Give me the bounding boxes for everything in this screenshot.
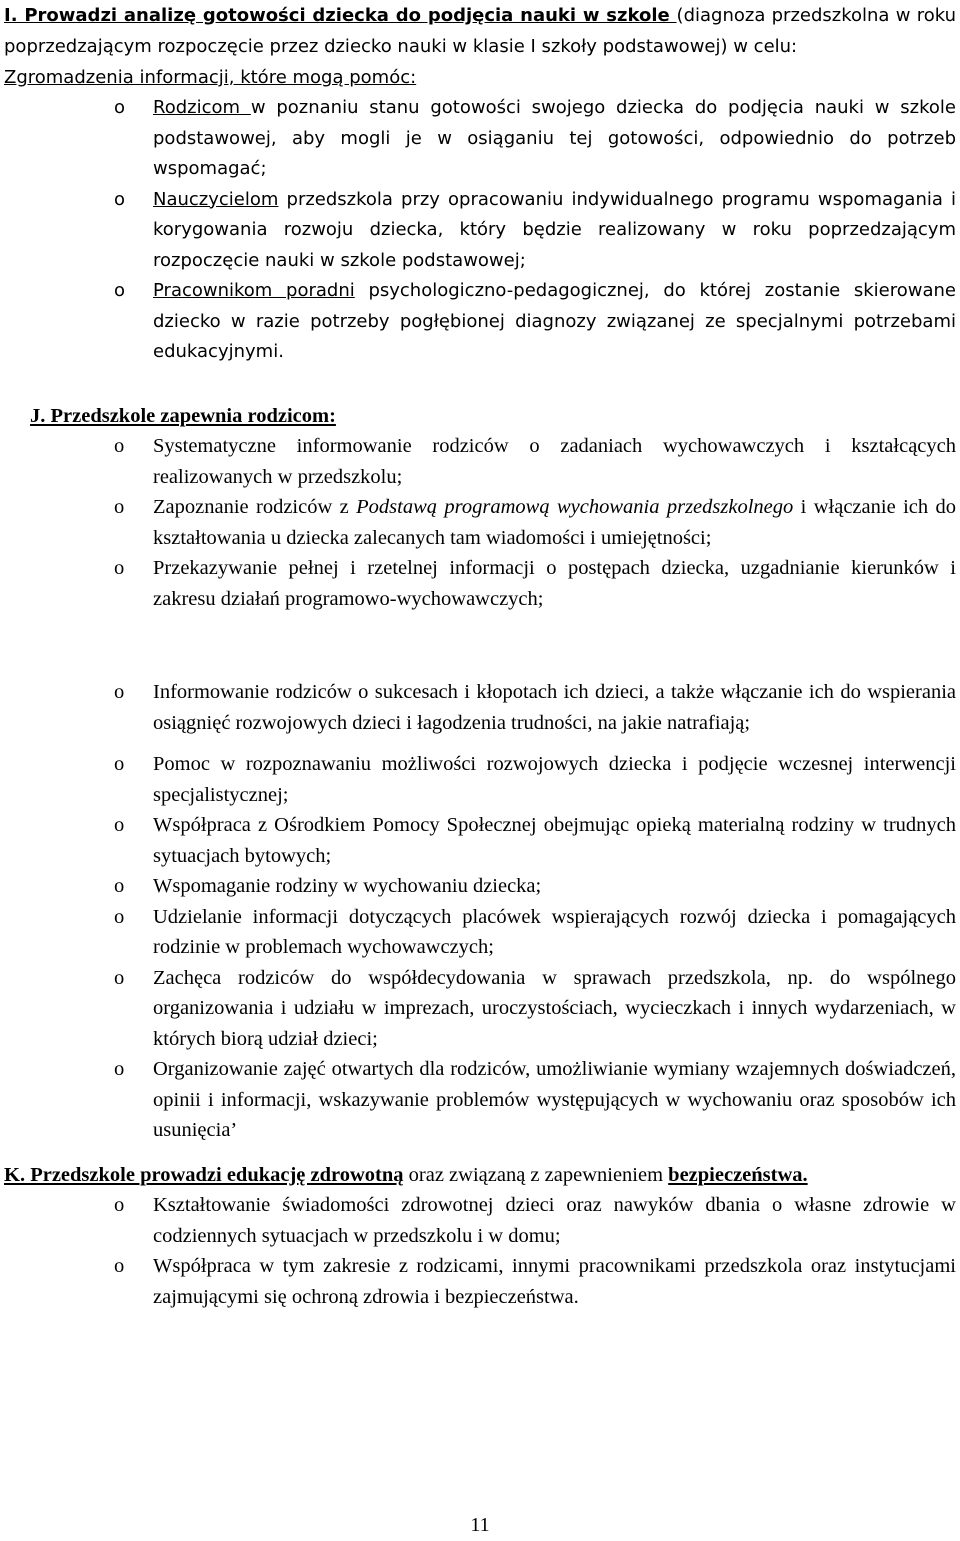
section-i-subheading: Zgromadzenia informacji, które mogą pomóc: — [4, 67, 417, 88]
list-item — [4, 1251, 956, 1312]
list-item — [4, 749, 956, 810]
section-i-heading-rest: (diagnoza przedszkolna w roku poprzedzającym rozpoczęcie przez dziecko nauki w klasie I szkoły podstawowej) w celu: — [4, 5, 957, 57]
item-pre: Zapoznanie rodziców z — [153, 496, 357, 518]
bullet: o — [114, 496, 125, 518]
section-k-list — [4, 1190, 956, 1312]
item-italic: Podstawą programową wychowania przedszkolnego — [356, 496, 794, 518]
list-item — [4, 276, 956, 368]
section-j-list-b — [4, 677, 956, 1146]
bullet: o — [114, 753, 125, 775]
list-item — [4, 431, 956, 492]
section-j-title-text: J. Przedszkole zapewnia rodzicom: — [30, 404, 336, 427]
item-text: Udzielanie informacji dotyczących placówek wspierających rozwój dziecka i pomagających rodzinie w problemach wychowawczych; — [153, 905, 956, 958]
section-j-list-a — [4, 431, 956, 614]
section-j-title — [4, 401, 956, 432]
bullet: o — [114, 1194, 125, 1216]
item-text: Organizowanie zajęć otwartych dla rodziców, umożliwianie wymiany wzajemnych doświadczeń, opinii i informacji, wskazywanie problemów występujących w wychowaniu oraz sposobów ich usunięcia’ — [153, 1058, 956, 1141]
section-k-title-bold: K. Przedszkole prowadzi edukację zdrowotną — [4, 1163, 404, 1186]
section-i-intro — [4, 0, 956, 62]
item-text: przedszkola przy opracowaniu indywidualnego programu wspomagania i korygowania rozwoju dziecka, który będzie realizowany w roku poprzedzającym rozpoczęcie nauki w szkole podstawowej; — [153, 188, 956, 271]
item-text: Współpraca z Ośrodkiem Pomocy Społecznej obejmując opieką materialną rodziny w trudnych sytuacjach bytowych; — [153, 814, 956, 867]
section-i-heading: I. Prowadzi analizę gotowości dziecka do podjęcia nauki w szkole — [4, 5, 677, 26]
section-k-title — [4, 1160, 956, 1191]
list-item — [4, 1054, 956, 1146]
bullet: o — [114, 188, 126, 210]
bullet: o — [114, 1058, 125, 1080]
list-item — [4, 810, 956, 871]
item-text: Informowanie rodziców o sukcesach i kłopotach ich dzieci, a także włączanie ich do wspierania osiągnięć rozwojowych dzieci i łagodzenia trudności, na jakie natrafiają; — [153, 681, 956, 734]
item-lead: Pracownikom poradni — [153, 280, 355, 301]
list-item — [4, 963, 956, 1055]
bullet: o — [114, 875, 125, 897]
bullet: o — [114, 681, 125, 703]
item-text: Zachęca rodziców do współdecydowania w sprawach przedszkola, np. do wspólnego organizowania i udziału w imprezach, uroczystościach, wycieczkach i innych wydarzeniach, w których biorą udział dzieci; — [153, 966, 956, 1050]
item-text: Wspomaganie rodziny w wychowaniu dziecka; — [153, 875, 542, 897]
item-text: Współpraca w tym zakresie z rodzicami, innymi pracownikami przedszkola oraz instytucjami zajmującymi się ochroną zdrowia i bezpieczeństwa. — [153, 1255, 956, 1308]
section-k-title-bold2: bezpieczeństwa. — [668, 1163, 808, 1186]
bullet: o — [114, 966, 125, 989]
item-text: Pomoc w rozpoznawaniu możliwości rozwojowych dziecka i podjęcie wczesnej interwencji specjalistycznej; — [153, 753, 956, 806]
list-item — [4, 492, 956, 553]
list-item — [4, 553, 956, 614]
item-lead: Nauczycielom — [153, 188, 279, 210]
bullet: o — [114, 557, 125, 579]
item-post: i włączanie ich do kształtowania u dziecka zalecanych tam wiadomości i umiejętności; — [153, 496, 956, 549]
bullet: o — [114, 905, 125, 928]
list-item — [4, 871, 956, 902]
bullet: o — [114, 280, 126, 301]
item-text: Systematyczne informowanie rodziców o zadaniach wychowawczych i kształcących realizowanych w przedszkolu; — [153, 435, 956, 488]
section-i-list — [4, 93, 956, 368]
item-lead: Rodzicom — [153, 97, 251, 118]
bullet: o — [114, 814, 125, 836]
list-item — [4, 185, 956, 277]
bullet: o — [114, 97, 126, 118]
document-page — [4, 0, 956, 1312]
page-number: 11 — [470, 1514, 490, 1536]
list-item — [4, 902, 956, 963]
bullet: o — [114, 1255, 125, 1277]
item-text: psychologiczno-pedagogicznej, do której zostanie skierowane dziecko w razie potrzeby pogłębionej diagnozy związanej ze specjalnymi potrzebami edukacyjnymi. — [153, 280, 956, 362]
list-item — [4, 93, 956, 185]
item-text: Przekazywanie pełnej i rzetelnej informacji o postępach dziecka, uzgadnianie kierunków i zakresu działań programowo-wychowawczych; — [153, 557, 956, 610]
list-item — [4, 1190, 956, 1251]
list-item — [4, 677, 956, 738]
item-text: w poznaniu stanu gotowości swojego dziecka do podjęcia nauki w szkole podstawowej, aby mogli je w osiąganiu tej gotowości, odpowiednio do potrzeb wspomagać; — [153, 97, 956, 179]
bullet: o — [114, 435, 125, 457]
item-text: Kształtowanie świadomości zdrowotnej dzieci oraz nawyków dbania o własne zdrowie w codziennych sytuacjach w przedszkolu i w domu; — [153, 1194, 956, 1247]
section-k-title-rest: oraz związaną z zapewnieniem — [403, 1163, 669, 1186]
